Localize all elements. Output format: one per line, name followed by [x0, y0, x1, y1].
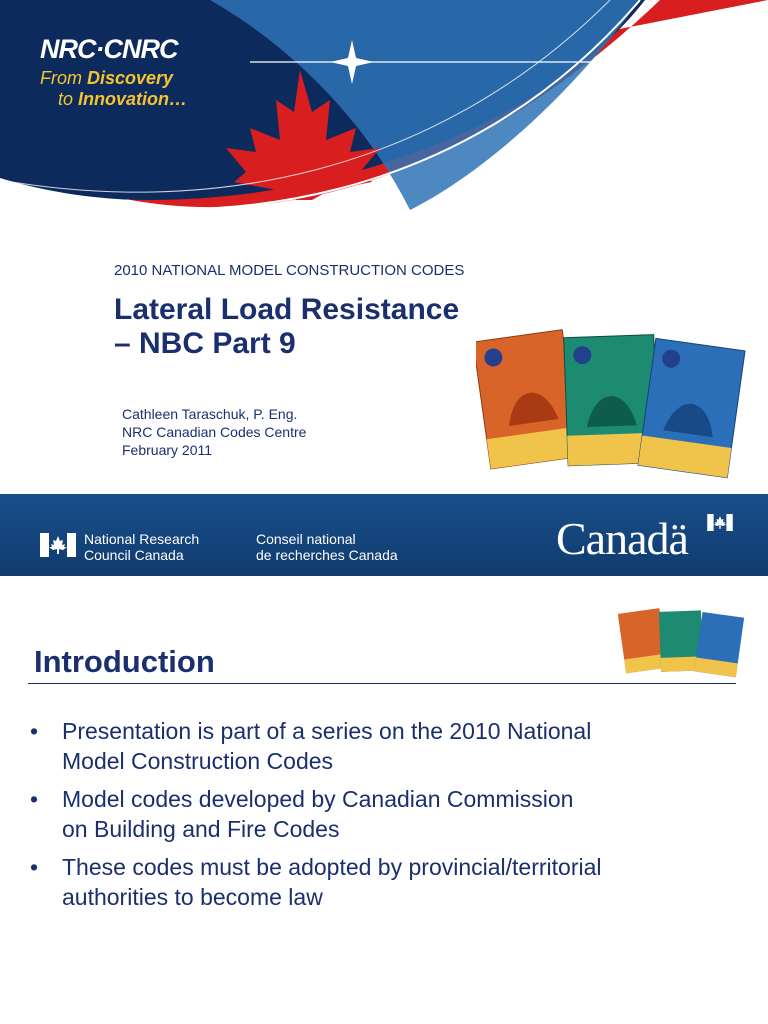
- author-org: NRC Canadian Codes Centre: [122, 424, 307, 440]
- bullet-item: • Presentation is part of a series on the 2010 National Model Construction Codes: [30, 718, 592, 774]
- subtitle: 2010 NATIONAL MODEL CONSTRUCTION CODES: [114, 262, 465, 279]
- author-name: Cathleen Taraschuk, P. Eng.: [122, 406, 298, 422]
- section-heading: Introduction: [34, 644, 215, 679]
- wordmark-flag-icon: [707, 514, 733, 531]
- nrc-logo: NRC·CNRC: [40, 34, 178, 64]
- code-book-covers-image: [476, 322, 746, 492]
- tagline-line2: to Innovation…: [58, 89, 188, 109]
- presentation-date: February 2011: [122, 442, 213, 458]
- government-footer: [0, 494, 768, 576]
- heading-divider: [28, 683, 736, 684]
- slide-title: [114, 293, 494, 361]
- bullet-item: • Model codes developed by Canadian Commission on Building and Fire Codes: [30, 786, 574, 842]
- footer-french-name: Conseil national de recherches Canada: [256, 531, 398, 563]
- author-block: [122, 405, 306, 459]
- title-line-1: Lateral Load Resistance: [114, 293, 460, 326]
- bullet-point: •: [30, 854, 39, 880]
- introduction-slide: [0, 576, 768, 1024]
- code-book-covers-thumbnail: [618, 604, 748, 682]
- bullet-point: •: [30, 786, 39, 812]
- canada-flag-icon: [40, 533, 76, 557]
- bullet-list: [30, 716, 730, 920]
- canada-wordmark: Canadä: [556, 513, 688, 564]
- title-line-2: – NBC Part 9: [114, 327, 296, 360]
- footer-english-name: National Research Council Canada: [84, 531, 200, 563]
- bullet-point: •: [30, 718, 39, 744]
- bullet-item: • These codes must be adopted by provincial/territorial authorities to become law: [30, 854, 602, 910]
- tagline-line1: From Discovery: [40, 68, 174, 88]
